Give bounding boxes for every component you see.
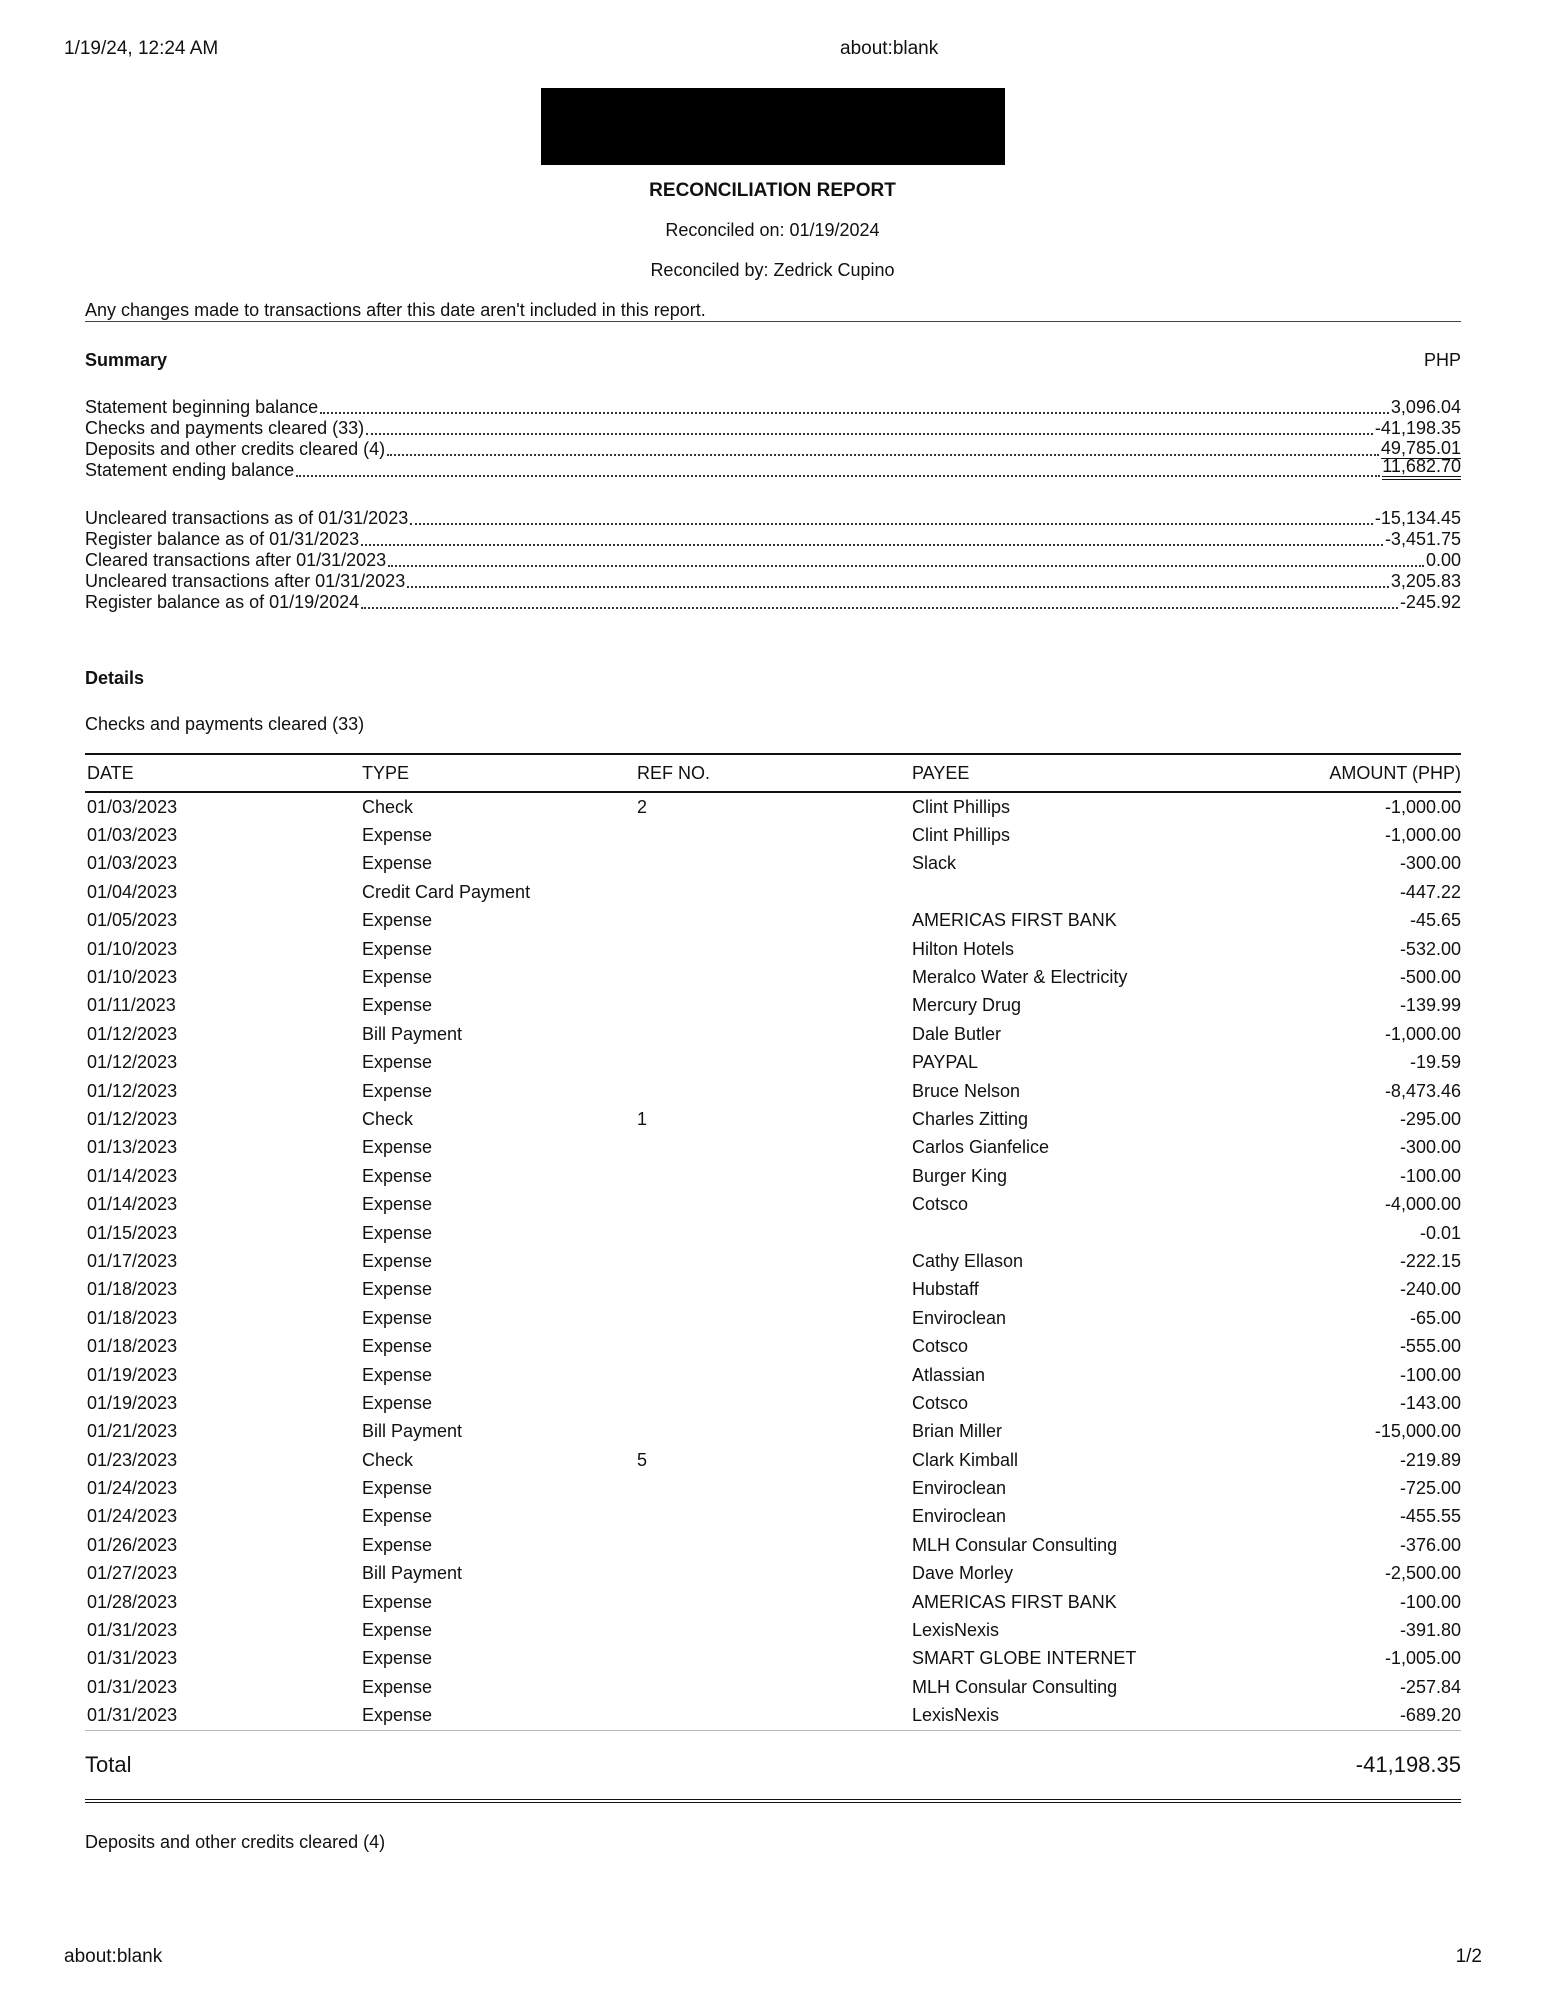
- cell-payee: SMART GLOBE INTERNET: [912, 1648, 1137, 1669]
- table-row: [85, 850, 1461, 878]
- cell-payee: LexisNexis: [912, 1620, 1000, 1641]
- cell-payee: Cotsco: [912, 1392, 969, 1413]
- page-number: 1/2: [1455, 1946, 1482, 1967]
- cell-date: 01/24/2023: [87, 1478, 178, 1499]
- cell-payee: Hubstaff: [912, 1279, 979, 1300]
- cell-date: 01/10/2023: [87, 938, 178, 959]
- dot-leader: [361, 607, 1398, 609]
- divider: [85, 321, 1461, 322]
- total-label: Total: [85, 1751, 132, 1777]
- cell-amount: -1,000.00: [1384, 796, 1461, 817]
- table-row: [85, 1105, 1461, 1133]
- cell-date: 01/26/2023: [87, 1534, 178, 1555]
- cell-type: Expense: [362, 967, 433, 988]
- col-header-ref: REF NO.: [637, 762, 711, 783]
- table-body: [85, 793, 1461, 1731]
- cell-payee: Dave Morley: [912, 1563, 1014, 1584]
- checks-section-title: Checks and payments cleared (33): [85, 714, 365, 734]
- cell-payee: Mercury Drug: [912, 995, 1022, 1016]
- cell-date: 01/18/2023: [87, 1279, 178, 1300]
- table-row: [85, 1162, 1461, 1190]
- report-note: Any changes made to transactions after this date aren't included in this report.: [85, 300, 706, 320]
- cell-type: Expense: [362, 853, 433, 874]
- table-row: [85, 992, 1461, 1020]
- reconciled-on: Reconciled on: 01/19/2024: [665, 220, 880, 240]
- footer-url: about:blank: [64, 1946, 163, 1967]
- cell-ref: 5: [637, 1449, 648, 1470]
- cell-type: Expense: [362, 1307, 433, 1328]
- dot-leader: [296, 475, 1380, 477]
- cell-date: 01/17/2023: [87, 1250, 178, 1271]
- cell-date: 01/14/2023: [87, 1165, 178, 1186]
- cell-type: Check: [362, 796, 414, 817]
- cell-amount: -100.00: [1399, 1165, 1461, 1186]
- print-url: about:blank: [840, 38, 939, 59]
- cell-date: 01/18/2023: [87, 1307, 178, 1328]
- table-row: [85, 1446, 1461, 1474]
- table-row: [85, 1190, 1461, 1218]
- cell-payee: LexisNexis: [912, 1705, 1000, 1726]
- summary-currency: PHP: [1423, 350, 1461, 370]
- dot-leader: [388, 565, 1424, 567]
- cell-type: Check: [362, 1449, 414, 1470]
- cell-payee: Charles Zitting: [912, 1108, 1029, 1129]
- cell-payee: MLH Consular Consulting: [912, 1534, 1118, 1555]
- dot-leader: [387, 454, 1379, 456]
- cell-date: 01/12/2023: [87, 1052, 178, 1073]
- cell-type: Bill Payment: [362, 1421, 463, 1442]
- table-row: [85, 1560, 1461, 1588]
- table-row: [85, 1503, 1461, 1531]
- dot-leader: [366, 433, 1373, 435]
- cell-type: Expense: [362, 1534, 433, 1555]
- summary-value: 3,096.04: [1390, 397, 1461, 417]
- table-row: [85, 1276, 1461, 1304]
- cell-type: Expense: [362, 1676, 433, 1697]
- cell-amount: -257.84: [1399, 1676, 1461, 1697]
- table-row: [85, 963, 1461, 991]
- table-row: [85, 1616, 1461, 1644]
- cell-payee: Carlos Gianfelice: [912, 1137, 1050, 1158]
- cell-date: 01/18/2023: [87, 1336, 178, 1357]
- cell-payee: Cotsco: [912, 1194, 969, 1215]
- cell-type: Expense: [362, 938, 433, 959]
- summary-value: 0.00: [1425, 550, 1461, 570]
- cell-date: 01/19/2023: [87, 1392, 178, 1413]
- cell-date: 01/31/2023: [87, 1620, 178, 1641]
- table-row: [85, 1361, 1461, 1389]
- summary-label: Register balance as of 01/31/2023: [85, 529, 360, 549]
- cell-date: 01/10/2023: [87, 967, 178, 988]
- summary-value: 3,205.83: [1390, 571, 1461, 591]
- table-row: [85, 1134, 1461, 1162]
- table-row: [85, 793, 1461, 821]
- cell-type: Expense: [362, 1648, 433, 1669]
- cell-type: Expense: [362, 1506, 433, 1527]
- cell-amount: -725.00: [1399, 1478, 1461, 1499]
- dot-leader: [320, 412, 1389, 414]
- summary-row: [85, 529, 1461, 549]
- cell-date: 01/15/2023: [87, 1222, 178, 1243]
- cell-date: 01/12/2023: [87, 1023, 178, 1044]
- cell-type: Credit Card Payment: [362, 881, 531, 902]
- cell-payee: PAYPAL: [912, 1052, 979, 1073]
- table-row: [85, 1702, 1461, 1730]
- cell-amount: -300.00: [1399, 853, 1461, 874]
- total-row: [85, 1731, 1461, 1803]
- summary-title: Summary: [85, 350, 168, 370]
- cell-type: Expense: [362, 1478, 433, 1499]
- cell-payee: Atlassian: [912, 1364, 986, 1385]
- table-row: [85, 1049, 1461, 1077]
- cell-date: 01/11/2023: [87, 995, 176, 1016]
- cell-amount: -555.00: [1399, 1336, 1461, 1357]
- table-row: [85, 1304, 1461, 1332]
- cell-ref: 1: [637, 1108, 648, 1129]
- deposits-section-title: Deposits and other credits cleared (4): [85, 1832, 386, 1852]
- cell-type: Expense: [362, 1336, 433, 1357]
- cell-date: 01/14/2023: [87, 1194, 178, 1215]
- cell-type: Expense: [362, 1080, 433, 1101]
- table-row: [85, 1645, 1461, 1673]
- summary-row: [85, 397, 1461, 417]
- col-header-date: DATE: [87, 762, 134, 783]
- summary-row: [85, 550, 1461, 570]
- cell-date: 01/31/2023: [87, 1676, 178, 1697]
- summary-value: 49,785.01: [1380, 438, 1461, 458]
- cell-type: Expense: [362, 910, 433, 931]
- cell-date: 01/03/2023: [87, 796, 178, 817]
- cell-payee: Clark Kimball: [912, 1449, 1019, 1470]
- cell-amount: -100.00: [1399, 1591, 1461, 1612]
- cell-date: 01/13/2023: [87, 1137, 178, 1158]
- cell-amount: -689.20: [1399, 1705, 1461, 1726]
- cell-type: Expense: [362, 1620, 433, 1641]
- cell-payee: Slack: [912, 853, 957, 874]
- cell-date: 01/21/2023: [87, 1421, 178, 1442]
- cell-amount: -447.22: [1399, 881, 1461, 902]
- cell-amount: -45.65: [1409, 910, 1461, 931]
- summary-label: Statement ending balance: [85, 460, 295, 480]
- cell-type: Expense: [362, 1591, 433, 1612]
- cell-ref: 2: [637, 796, 648, 817]
- table-row: [85, 1531, 1461, 1559]
- summary-row: [85, 439, 1461, 459]
- cell-amount: -4,000.00: [1384, 1194, 1461, 1215]
- cell-type: Expense: [362, 995, 433, 1016]
- cell-type: Expense: [362, 1392, 433, 1413]
- summary-value: -41,198.35: [1374, 418, 1461, 438]
- checks-table: [85, 753, 1461, 1803]
- cell-payee: Clint Phillips: [912, 796, 1011, 817]
- cell-date: 01/12/2023: [87, 1080, 178, 1101]
- summary-value: -3,451.75: [1384, 529, 1461, 549]
- cell-payee: Bruce Nelson: [912, 1080, 1021, 1101]
- cell-amount: -295.00: [1399, 1108, 1461, 1129]
- cell-type: Expense: [362, 1052, 433, 1073]
- cell-amount: -219.89: [1399, 1449, 1461, 1470]
- cell-date: 01/28/2023: [87, 1591, 178, 1612]
- details-title: Details: [85, 668, 145, 688]
- dot-leader: [410, 523, 1373, 525]
- table-row: [85, 1588, 1461, 1616]
- cell-type: Expense: [362, 1279, 433, 1300]
- cell-amount: -376.00: [1399, 1534, 1461, 1555]
- cell-payee: Enviroclean: [912, 1307, 1007, 1328]
- summary-value: -245.92: [1399, 592, 1461, 612]
- cell-payee: Cathy Ellason: [912, 1250, 1024, 1271]
- cell-amount: -143.00: [1399, 1392, 1461, 1413]
- cell-amount: -1,000.00: [1384, 1023, 1461, 1044]
- cell-date: 01/03/2023: [87, 825, 178, 846]
- total-value: -41,198.35: [1355, 1751, 1461, 1777]
- cell-date: 01/27/2023: [87, 1563, 178, 1584]
- cell-amount: -222.15: [1399, 1250, 1461, 1271]
- cell-amount: -2,500.00: [1384, 1563, 1461, 1584]
- table-header: [85, 753, 1461, 793]
- cell-payee: Meralco Water & Electricity: [912, 967, 1128, 988]
- summary-label: Statement beginning balance: [85, 397, 319, 417]
- cell-amount: -455.55: [1399, 1506, 1461, 1527]
- cell-amount: -1,005.00: [1384, 1648, 1461, 1669]
- cell-payee: Enviroclean: [912, 1478, 1007, 1499]
- table-row: [85, 1332, 1461, 1360]
- dot-leader: [361, 544, 1383, 546]
- cell-amount: -100.00: [1399, 1364, 1461, 1385]
- table-row: [85, 1389, 1461, 1417]
- cell-payee: Hilton Hotels: [912, 938, 1015, 959]
- cell-type: Expense: [362, 1222, 433, 1243]
- summary-label: Uncleared transactions as of 01/31/2023: [85, 508, 409, 528]
- cell-type: Check: [362, 1108, 414, 1129]
- cell-date: 01/05/2023: [87, 910, 178, 931]
- table-row: [85, 1673, 1461, 1701]
- cell-payee: Clint Phillips: [912, 825, 1011, 846]
- col-header-amount: AMOUNT (PHP): [1329, 762, 1461, 783]
- table-row: [85, 935, 1461, 963]
- cell-date: 01/31/2023: [87, 1648, 178, 1669]
- summary-value: 11,682.70: [1382, 456, 1461, 480]
- col-header-type: TYPE: [362, 762, 410, 783]
- print-datetime: 1/19/24, 12:24 AM: [64, 38, 219, 59]
- cell-type: Expense: [362, 825, 433, 846]
- cell-date: 01/23/2023: [87, 1449, 178, 1470]
- cell-type: Expense: [362, 1364, 433, 1385]
- cell-amount: -1,000.00: [1384, 825, 1461, 846]
- summary-label: Checks and payments cleared (33): [85, 418, 365, 438]
- cell-amount: -19.59: [1409, 1052, 1461, 1073]
- cell-amount: -500.00: [1399, 967, 1461, 988]
- table-row: [85, 878, 1461, 906]
- table-row: [85, 821, 1461, 849]
- cell-payee: Cotsco: [912, 1336, 969, 1357]
- cell-date: 01/04/2023: [87, 881, 178, 902]
- cell-type: Expense: [362, 1705, 433, 1726]
- table-row: [85, 1020, 1461, 1048]
- table-row: [85, 907, 1461, 935]
- summary-label: Deposits and other credits cleared (4): [85, 439, 386, 459]
- cell-payee: Dale Butler: [912, 1023, 1002, 1044]
- table-row: [85, 1077, 1461, 1105]
- summary-row: [85, 508, 1461, 528]
- summary-row: [85, 456, 1461, 480]
- cell-date: 01/03/2023: [87, 853, 178, 874]
- reconciled-by: Reconciled by: Zedrick Cupino: [650, 260, 895, 280]
- cell-amount: -15,000.00: [1374, 1421, 1461, 1442]
- cell-amount: -8,473.46: [1384, 1080, 1461, 1101]
- cell-amount: -391.80: [1399, 1620, 1461, 1641]
- cell-payee: AMERICAS FIRST BANK: [912, 1591, 1117, 1612]
- cell-payee: AMERICAS FIRST BANK: [912, 910, 1117, 931]
- cell-date: 01/12/2023: [87, 1108, 178, 1129]
- cell-payee: Enviroclean: [912, 1506, 1007, 1527]
- summary-label: Uncleared transactions after 01/31/2023: [85, 571, 406, 591]
- report-title: RECONCILIATION REPORT: [649, 180, 896, 201]
- cell-date: 01/31/2023: [87, 1705, 178, 1726]
- cell-payee: Burger King: [912, 1165, 1008, 1186]
- col-header-payee: PAYEE: [912, 762, 970, 783]
- summary-label: Cleared transactions after 01/31/2023: [85, 550, 387, 570]
- cell-amount: -240.00: [1399, 1279, 1461, 1300]
- table-row: [85, 1219, 1461, 1247]
- cell-amount: -0.01: [1419, 1222, 1461, 1243]
- cell-date: 01/24/2023: [87, 1506, 178, 1527]
- table-row: [85, 1418, 1461, 1446]
- table-row: [85, 1474, 1461, 1502]
- cell-amount: -139.99: [1399, 995, 1461, 1016]
- redacted-logo-block: [541, 88, 1005, 165]
- cell-amount: -532.00: [1399, 938, 1461, 959]
- cell-type: Bill Payment: [362, 1563, 463, 1584]
- cell-type: Expense: [362, 1194, 433, 1215]
- cell-date: 01/19/2023: [87, 1364, 178, 1385]
- cell-type: Expense: [362, 1250, 433, 1271]
- cell-payee: MLH Consular Consulting: [912, 1676, 1118, 1697]
- summary-label: Register balance as of 01/19/2024: [85, 592, 360, 612]
- dot-leader: [407, 586, 1389, 588]
- cell-amount: -65.00: [1409, 1307, 1461, 1328]
- summary-row: [85, 592, 1461, 612]
- cell-payee: Brian Miller: [912, 1421, 1003, 1442]
- summary-row: [85, 418, 1461, 438]
- cell-amount: -300.00: [1399, 1137, 1461, 1158]
- table-row: [85, 1247, 1461, 1275]
- cell-type: Bill Payment: [362, 1023, 463, 1044]
- cell-type: Expense: [362, 1137, 433, 1158]
- summary-row: [85, 571, 1461, 591]
- summary-value: -15,134.45: [1374, 508, 1461, 528]
- cell-type: Expense: [362, 1165, 433, 1186]
